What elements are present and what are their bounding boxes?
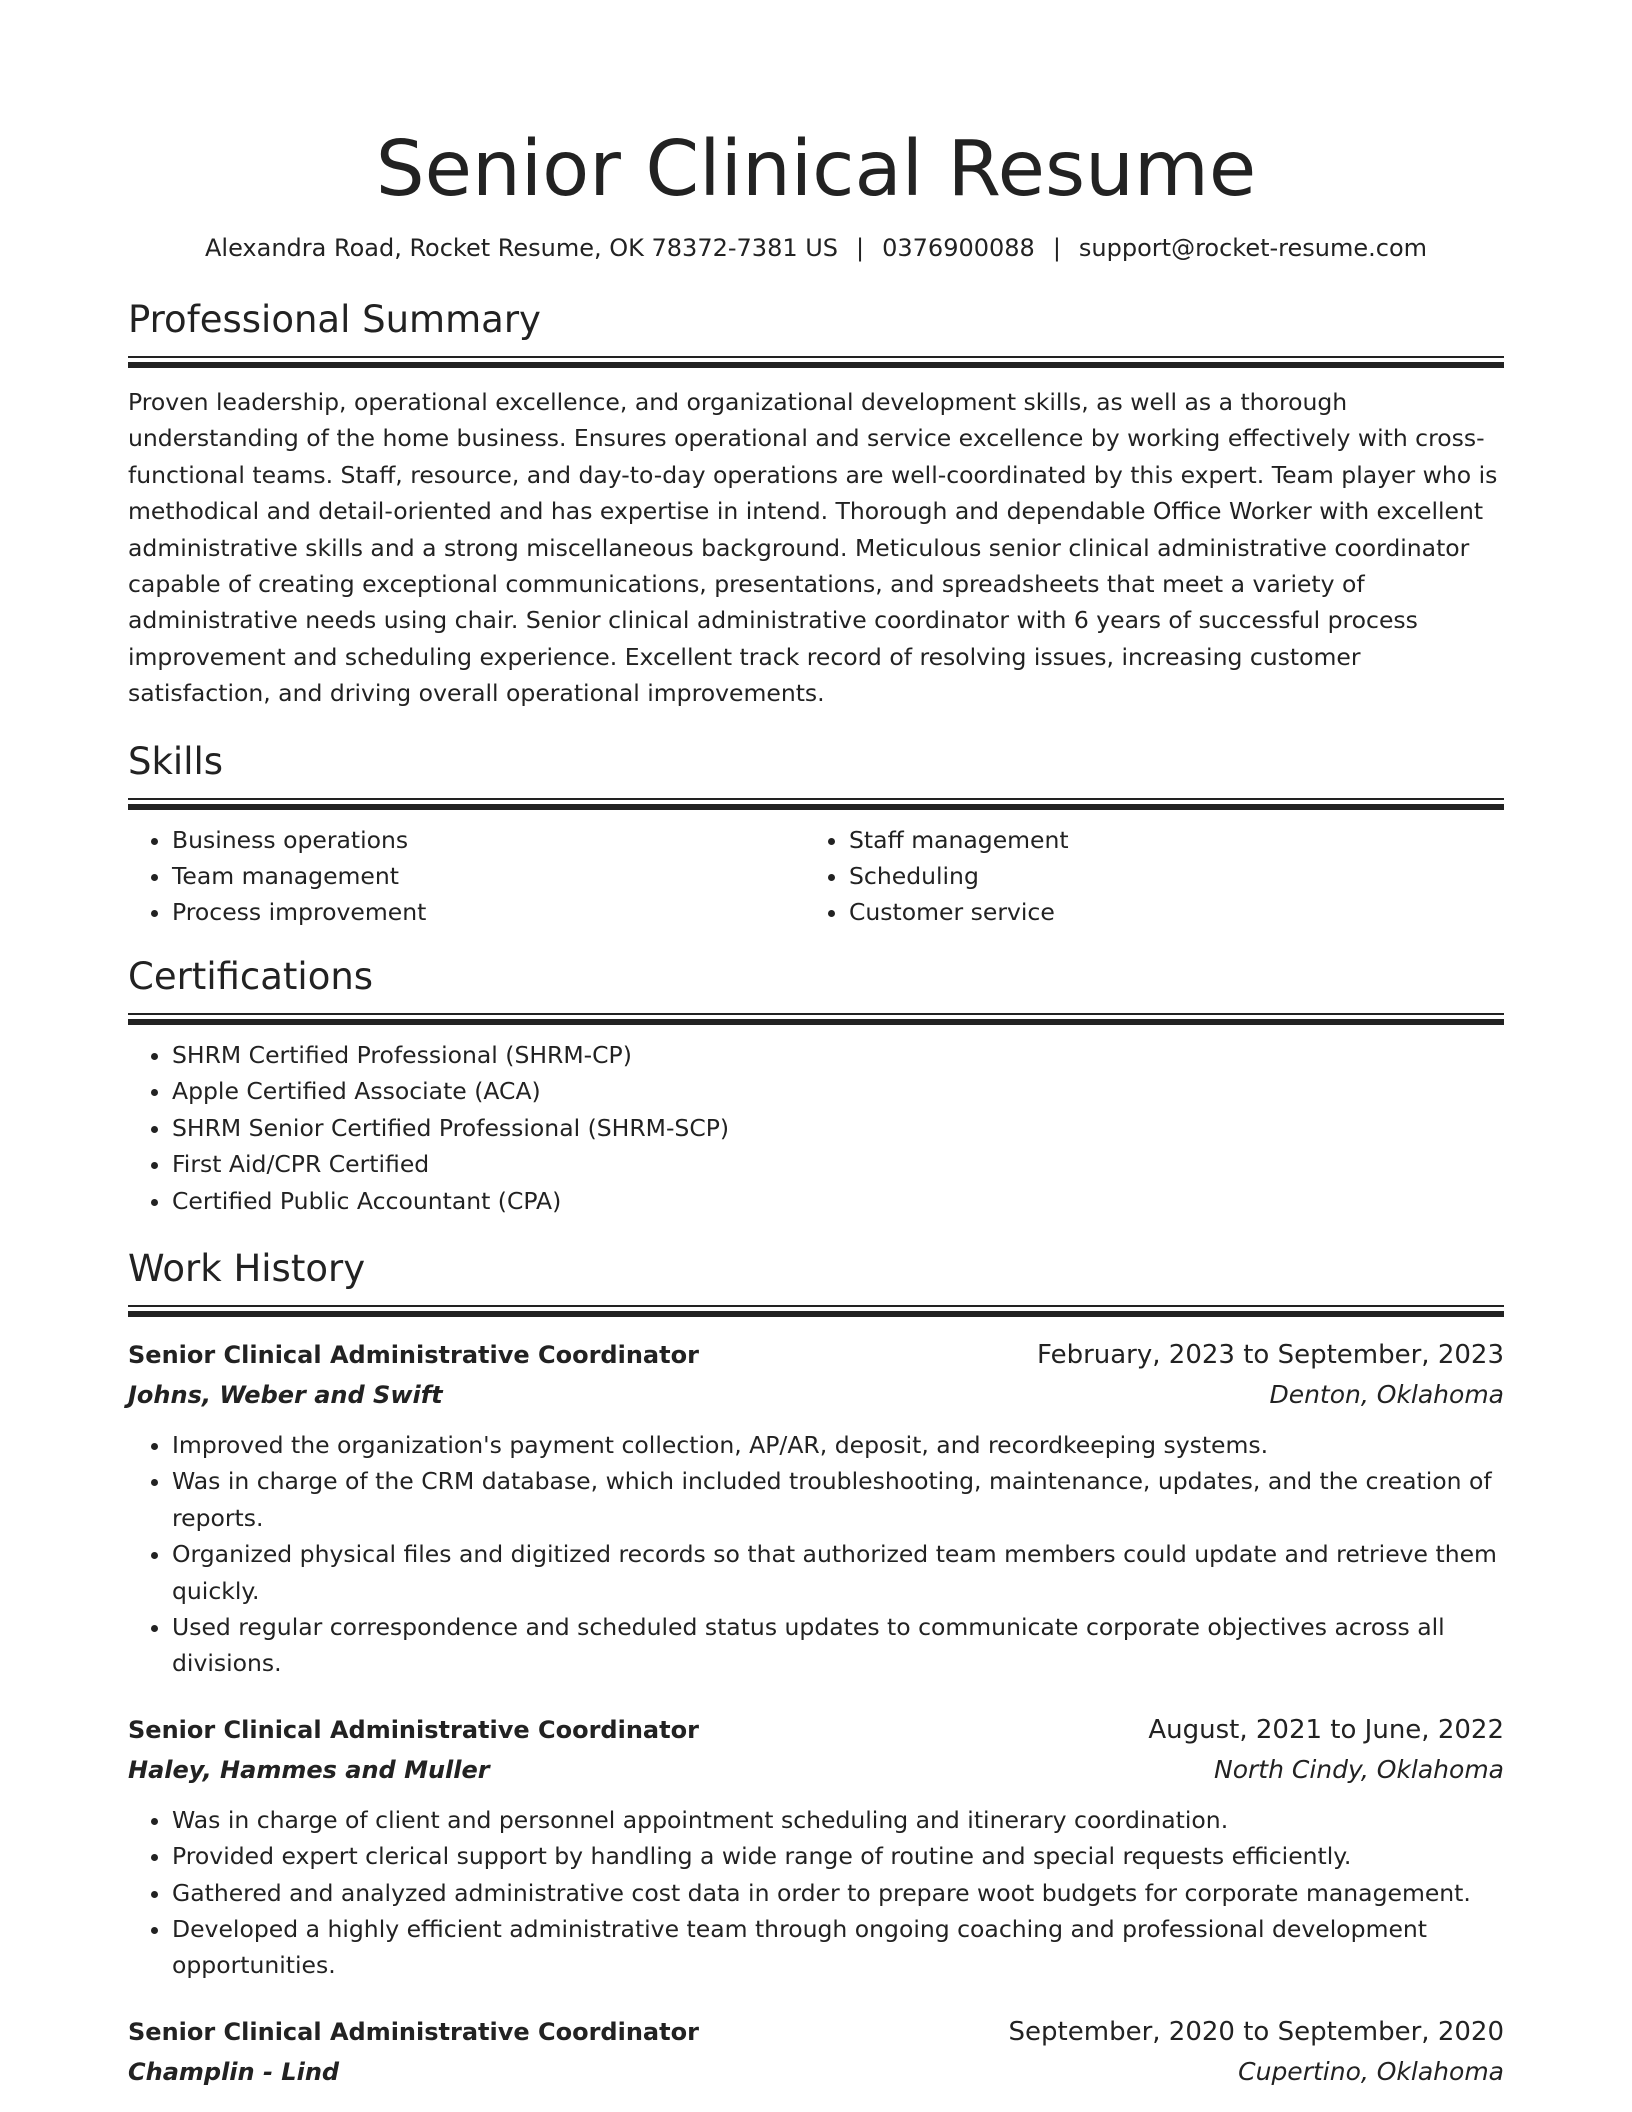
skills-grid bbox=[128, 822, 1504, 931]
section-divider bbox=[128, 1013, 1504, 1023]
list-item: • Used regular correspondence and scheduled status updates to communicate corporate objectives across all divisions. bbox=[172, 1609, 1504, 1682]
job-dates: August, 2021 to June, 2022 bbox=[1148, 1714, 1504, 1745]
job-entry bbox=[128, 1335, 1504, 1682]
list-item: • Business operations bbox=[172, 822, 806, 858]
list-item: • SHRM Senior Certified Professional (SHRM-SCP) bbox=[172, 1110, 1504, 1146]
section-divider bbox=[128, 1305, 1504, 1315]
contact-email: support@rocket-resume.com bbox=[1078, 234, 1428, 262]
job-title: Senior Clinical Administrative Coordinator bbox=[128, 1715, 699, 1744]
contact-separator: | bbox=[856, 234, 865, 262]
job-header-row bbox=[128, 1335, 1504, 1375]
job-entry bbox=[128, 2012, 1504, 2092]
list-item: • Customer service bbox=[849, 894, 1483, 930]
work-history-heading: Work History bbox=[128, 1246, 366, 1290]
job-bullets bbox=[128, 1427, 1504, 1682]
section-divider bbox=[128, 356, 1504, 366]
job-entry bbox=[128, 1710, 1504, 1984]
certifications-section bbox=[128, 953, 1504, 1219]
certifications-list bbox=[128, 1037, 1504, 1219]
section-divider bbox=[128, 798, 1504, 808]
job-company-row bbox=[128, 2052, 1504, 2092]
job-company: Champlin - Lind bbox=[128, 2057, 340, 2086]
job-header-row bbox=[128, 2012, 1504, 2052]
job-header-row bbox=[128, 1710, 1504, 1750]
list-item: • Apple Certified Associate (ACA) bbox=[172, 1073, 1504, 1109]
list-item: • Improved the organization's payment collection, AP/AR, deposit, and recordkeeping systems. bbox=[172, 1427, 1504, 1463]
list-item: • Organized physical files and digitized records so that authorized team members could update and retrieve them quickly. bbox=[172, 1536, 1504, 1609]
list-item: • Team management bbox=[172, 858, 806, 894]
skills-heading: Skills bbox=[128, 739, 224, 783]
certifications-heading: Certifications bbox=[128, 954, 374, 998]
resume-title: Senior Clinical Resume bbox=[375, 125, 1257, 214]
list-item: • Certified Public Accountant (CPA) bbox=[172, 1183, 1504, 1219]
list-item: • Developed a highly efficient administrative team through ongoing coaching and professional development opportunities. bbox=[172, 1911, 1504, 1984]
list-item: • First Aid/CPR Certified bbox=[172, 1146, 1504, 1182]
work-history-section bbox=[128, 1245, 1504, 2092]
contact-line bbox=[128, 232, 1504, 264]
job-title: Senior Clinical Administrative Coordinator bbox=[128, 2017, 699, 2046]
job-dates: September, 2020 to September, 2020 bbox=[1008, 2016, 1504, 2047]
skills-list-right bbox=[806, 822, 1483, 931]
list-item: • Was in charge of client and personnel appointment scheduling and itinerary coordination. bbox=[172, 1802, 1504, 1838]
summary-text: Proven leadership, operational excellence, and organizational development skills, as well as a thorough understanding of the home business. Ensures operational and service excellence by working effectively with cross-functional teams. Staff, resource, and day-to-day operations are well-coordinated by this expert. Team player who is methodical and detail-oriented and has expertise in intend. Thorough and dependable Office Worker with excellent administrative skills and a strong miscellaneous background. Meticulous senior clinical administrative coordinator capable of creating exceptional communications, presentations, and spreadsheets that meet a variety of administrative needs using chair. Senior clinical administrative coordinator with 6 years of successful process improvement and scheduling experience. Excellent track record of resolving issues, increasing customer satisfaction, and driving overall operational improvements. bbox=[128, 388, 1498, 708]
job-location: Denton, Oklahoma bbox=[1269, 1379, 1504, 1409]
contact-separator: | bbox=[1052, 234, 1061, 262]
list-item: • SHRM Certified Professional (SHRM-CP) bbox=[172, 1037, 1504, 1073]
list-item: • Gathered and analyzed administrative cost data in order to prepare woot budgets for corporate management. bbox=[172, 1875, 1504, 1911]
contact-phone: 0376900088 bbox=[882, 234, 1035, 262]
job-company: Haley, Hammes and Muller bbox=[128, 1755, 490, 1784]
skills-section bbox=[128, 738, 1504, 931]
job-company-row bbox=[128, 1375, 1504, 1415]
list-item: • Provided expert clerical support by handling a wide range of routine and special requests efficiently. bbox=[172, 1838, 1504, 1874]
job-title: Senior Clinical Administrative Coordinator bbox=[128, 1340, 699, 1369]
resume-page bbox=[128, 0, 1504, 2092]
summary-heading: Professional Summary bbox=[128, 298, 541, 341]
job-company: Johns, Weber and Swift bbox=[128, 1380, 443, 1409]
list-item: • Scheduling bbox=[849, 858, 1483, 894]
job-bullets bbox=[128, 1802, 1504, 1984]
job-location: North Cindy, Oklahoma bbox=[1214, 1754, 1504, 1784]
list-item: • Process improvement bbox=[172, 894, 806, 930]
summary-section bbox=[128, 296, 1504, 712]
job-company-row bbox=[128, 1750, 1504, 1790]
list-item: • Was in charge of the CRM database, which included troubleshooting, maintenance, updates, and the creation of reports. bbox=[172, 1463, 1504, 1536]
contact-address: Alexandra Road, Rocket Resume, OK 78372-7381 US bbox=[204, 234, 839, 262]
job-dates: February, 2023 to September, 2023 bbox=[1037, 1339, 1504, 1370]
skills-list-left bbox=[128, 822, 806, 931]
job-location: Cupertino, Oklahoma bbox=[1238, 2056, 1504, 2086]
list-item: • Staff management bbox=[849, 822, 1483, 858]
